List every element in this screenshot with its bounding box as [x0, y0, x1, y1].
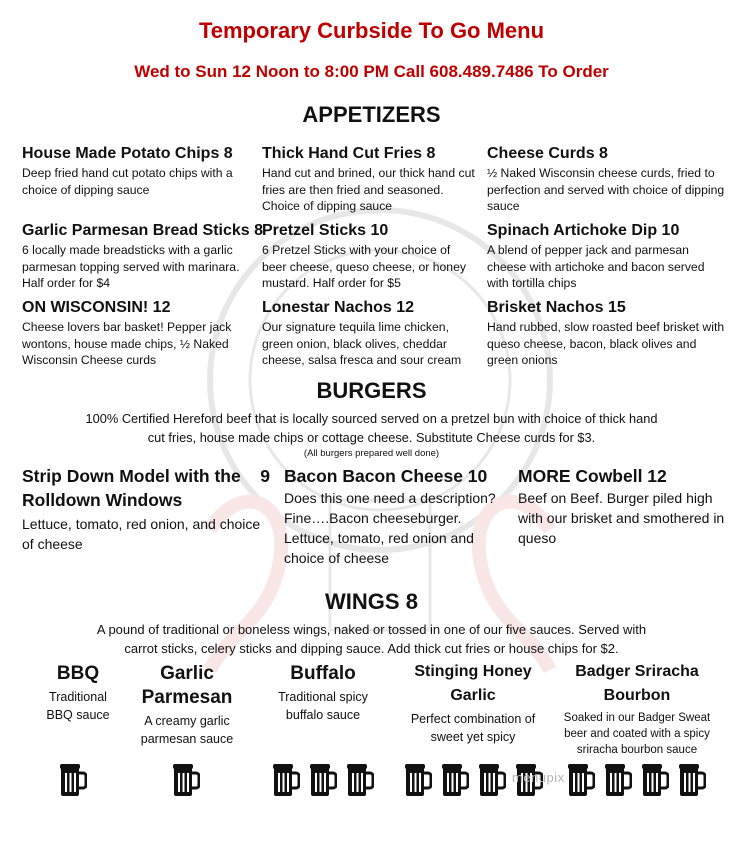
wing-sauce-garlic-parmesan [128, 662, 246, 748]
sauce-description: A creamy garlic parmesan sauce [140, 714, 234, 746]
item-description: Cheese lovers bar basket! Pepper jack wontons, house made chips, ½ Naked Wisconsin Cheese curds [22, 320, 232, 367]
item-title: Strip Down Model with the Rolldown Windows [22, 466, 241, 510]
heat-rating [561, 762, 711, 798]
appetizer-item [487, 222, 727, 292]
sauce-name: Stinging Honey Garlic [414, 663, 532, 704]
burgers-note: (All burgers prepared well done) [303, 448, 440, 459]
sauce-name: Garlic Parmesan [141, 663, 233, 708]
sauce-name: BBQ [56, 663, 100, 684]
item-title: Pretzel Sticks 10 [262, 222, 389, 239]
item-title: Garlic Parmesan Bread Sticks 8 [22, 222, 264, 239]
burger-item [518, 464, 730, 548]
item-title: Brisket Nachos 15 [487, 299, 626, 316]
sauce-description: Traditional BBQ sauce [46, 690, 110, 722]
sauce-description: Soaked in our Badger Sweat beer and coated with a spicy sriracha bourbon sauce [563, 712, 711, 756]
item-title: Spinach Artichoke Dip 10 [487, 222, 680, 239]
sauce-name: Buffalo [290, 663, 356, 684]
appetizer-item [22, 299, 257, 369]
appetizer-item [487, 299, 727, 369]
appetizer-item [22, 222, 264, 292]
item-description: A blend of pepper jack and parmesan cheese with artichoke and bacon served with tortilla chips [487, 243, 705, 290]
beer-mug-icon [346, 762, 374, 798]
burgers-heading: BURGERS [316, 378, 427, 403]
beer-mug-icon [567, 762, 595, 798]
beer-mug-icon [641, 762, 669, 798]
item-description: Lettuce, tomato, red onion, and choice of cheese [22, 516, 261, 552]
heat-rating [138, 762, 234, 798]
item-description: Beef on Beef. Burger piled high with our brisket and smothered in queso [518, 490, 725, 546]
burgers-intro: 100% Certified Hereford beef that is locally sourced served on a pretzel bun with choice of thick hand cut fries, house made chips or cottage cheese. Substitute Cheese curds for $3. [85, 411, 658, 445]
wing-sauce-badger-sriracha-bourbon [553, 660, 721, 758]
item-description: Our signature tequila lime chicken, green onion, black olives, cheddar cheese, salsa fresca and sour cream [262, 320, 462, 367]
item-title: Lonestar Nachos 12 [262, 299, 415, 316]
item-title: MORE Cowbell 12 [518, 466, 667, 486]
hours-phone: Wed to Sun 12 Noon to 8:00 PM Call 608.489.7486 To Order [134, 62, 609, 81]
item-description: Deep fried hand cut potato chips with a choice of dipping sauce [22, 166, 233, 197]
beer-mug-icon [309, 762, 337, 798]
sauce-description: Traditional spicy buffalo sauce [278, 690, 368, 722]
item-description: Hand rubbed, slow roasted beef brisket with queso cheese, bacon, black olives and green onions [487, 320, 725, 367]
item-description: ½ Naked Wisconsin cheese curds, fried to perfection and served with choice of dipping sauce [487, 166, 725, 213]
menupix-watermark: menupix [512, 770, 565, 785]
wings-intro: A pound of traditional or boneless wings, naked or tossed in one of our five sauces. Served with carrot sticks, celery sticks and dipping sauce. Add thick cut fries or house chips for $2. [96, 622, 647, 656]
burger-item [284, 464, 509, 568]
appetizers-heading: APPETIZERS [302, 102, 441, 127]
menu-title: Temporary Curbside To Go Menu [198, 18, 545, 43]
wing-sauce-stinging-honey-garlic [398, 660, 548, 746]
item-title: Thick Hand Cut Fries 8 [262, 145, 436, 162]
item-price: 9 [260, 466, 270, 486]
item-description: Does this one need a description? Fine….Bacon cheeseburger. Lettuce, tomato, red onion and choice of cheese [284, 490, 496, 566]
beer-mug-icon [441, 762, 469, 798]
burger-item [22, 464, 276, 554]
beer-mug-icon [172, 762, 200, 798]
wings-heading: WINGS 8 [325, 589, 418, 614]
beer-mug-icon [404, 762, 432, 798]
item-description: 6 locally made breadsticks with a garlic parmesan topping served with marinara. Half order for $4 [22, 243, 240, 290]
appetizer-item [262, 222, 477, 292]
appetizer-item [262, 145, 477, 215]
heat-rating [258, 762, 388, 798]
beer-mug-icon [478, 762, 506, 798]
wing-sauce-bbq [28, 662, 128, 724]
item-title: Bacon Bacon Cheese 10 [284, 466, 488, 486]
sauce-name: Badger Sriracha Bourbon [575, 663, 699, 704]
sauce-description: Perfect combination of sweet yet spicy [410, 712, 536, 744]
beer-mug-icon [59, 762, 87, 798]
item-description: 6 Pretzel Sticks with your choice of beer cheese, queso cheese, or honey mustard. Half order for $5 [262, 243, 466, 290]
wing-sauce-buffalo [258, 662, 388, 724]
appetizer-item [487, 145, 727, 215]
appetizer-item [262, 299, 474, 369]
item-title: Cheese Curds 8 [487, 145, 608, 162]
beer-mug-icon [604, 762, 632, 798]
item-description: Hand cut and brined, our thick hand cut fries are then fried and seasoned. Choice of dipping sauce [262, 166, 475, 213]
appetizer-item [22, 145, 252, 198]
beer-mug-icon [272, 762, 300, 798]
item-title: ON WISCONSIN! 12 [22, 299, 171, 316]
beer-mug-icon [678, 762, 706, 798]
heat-rating [28, 762, 118, 798]
item-title: House Made Potato Chips 8 [22, 145, 233, 162]
